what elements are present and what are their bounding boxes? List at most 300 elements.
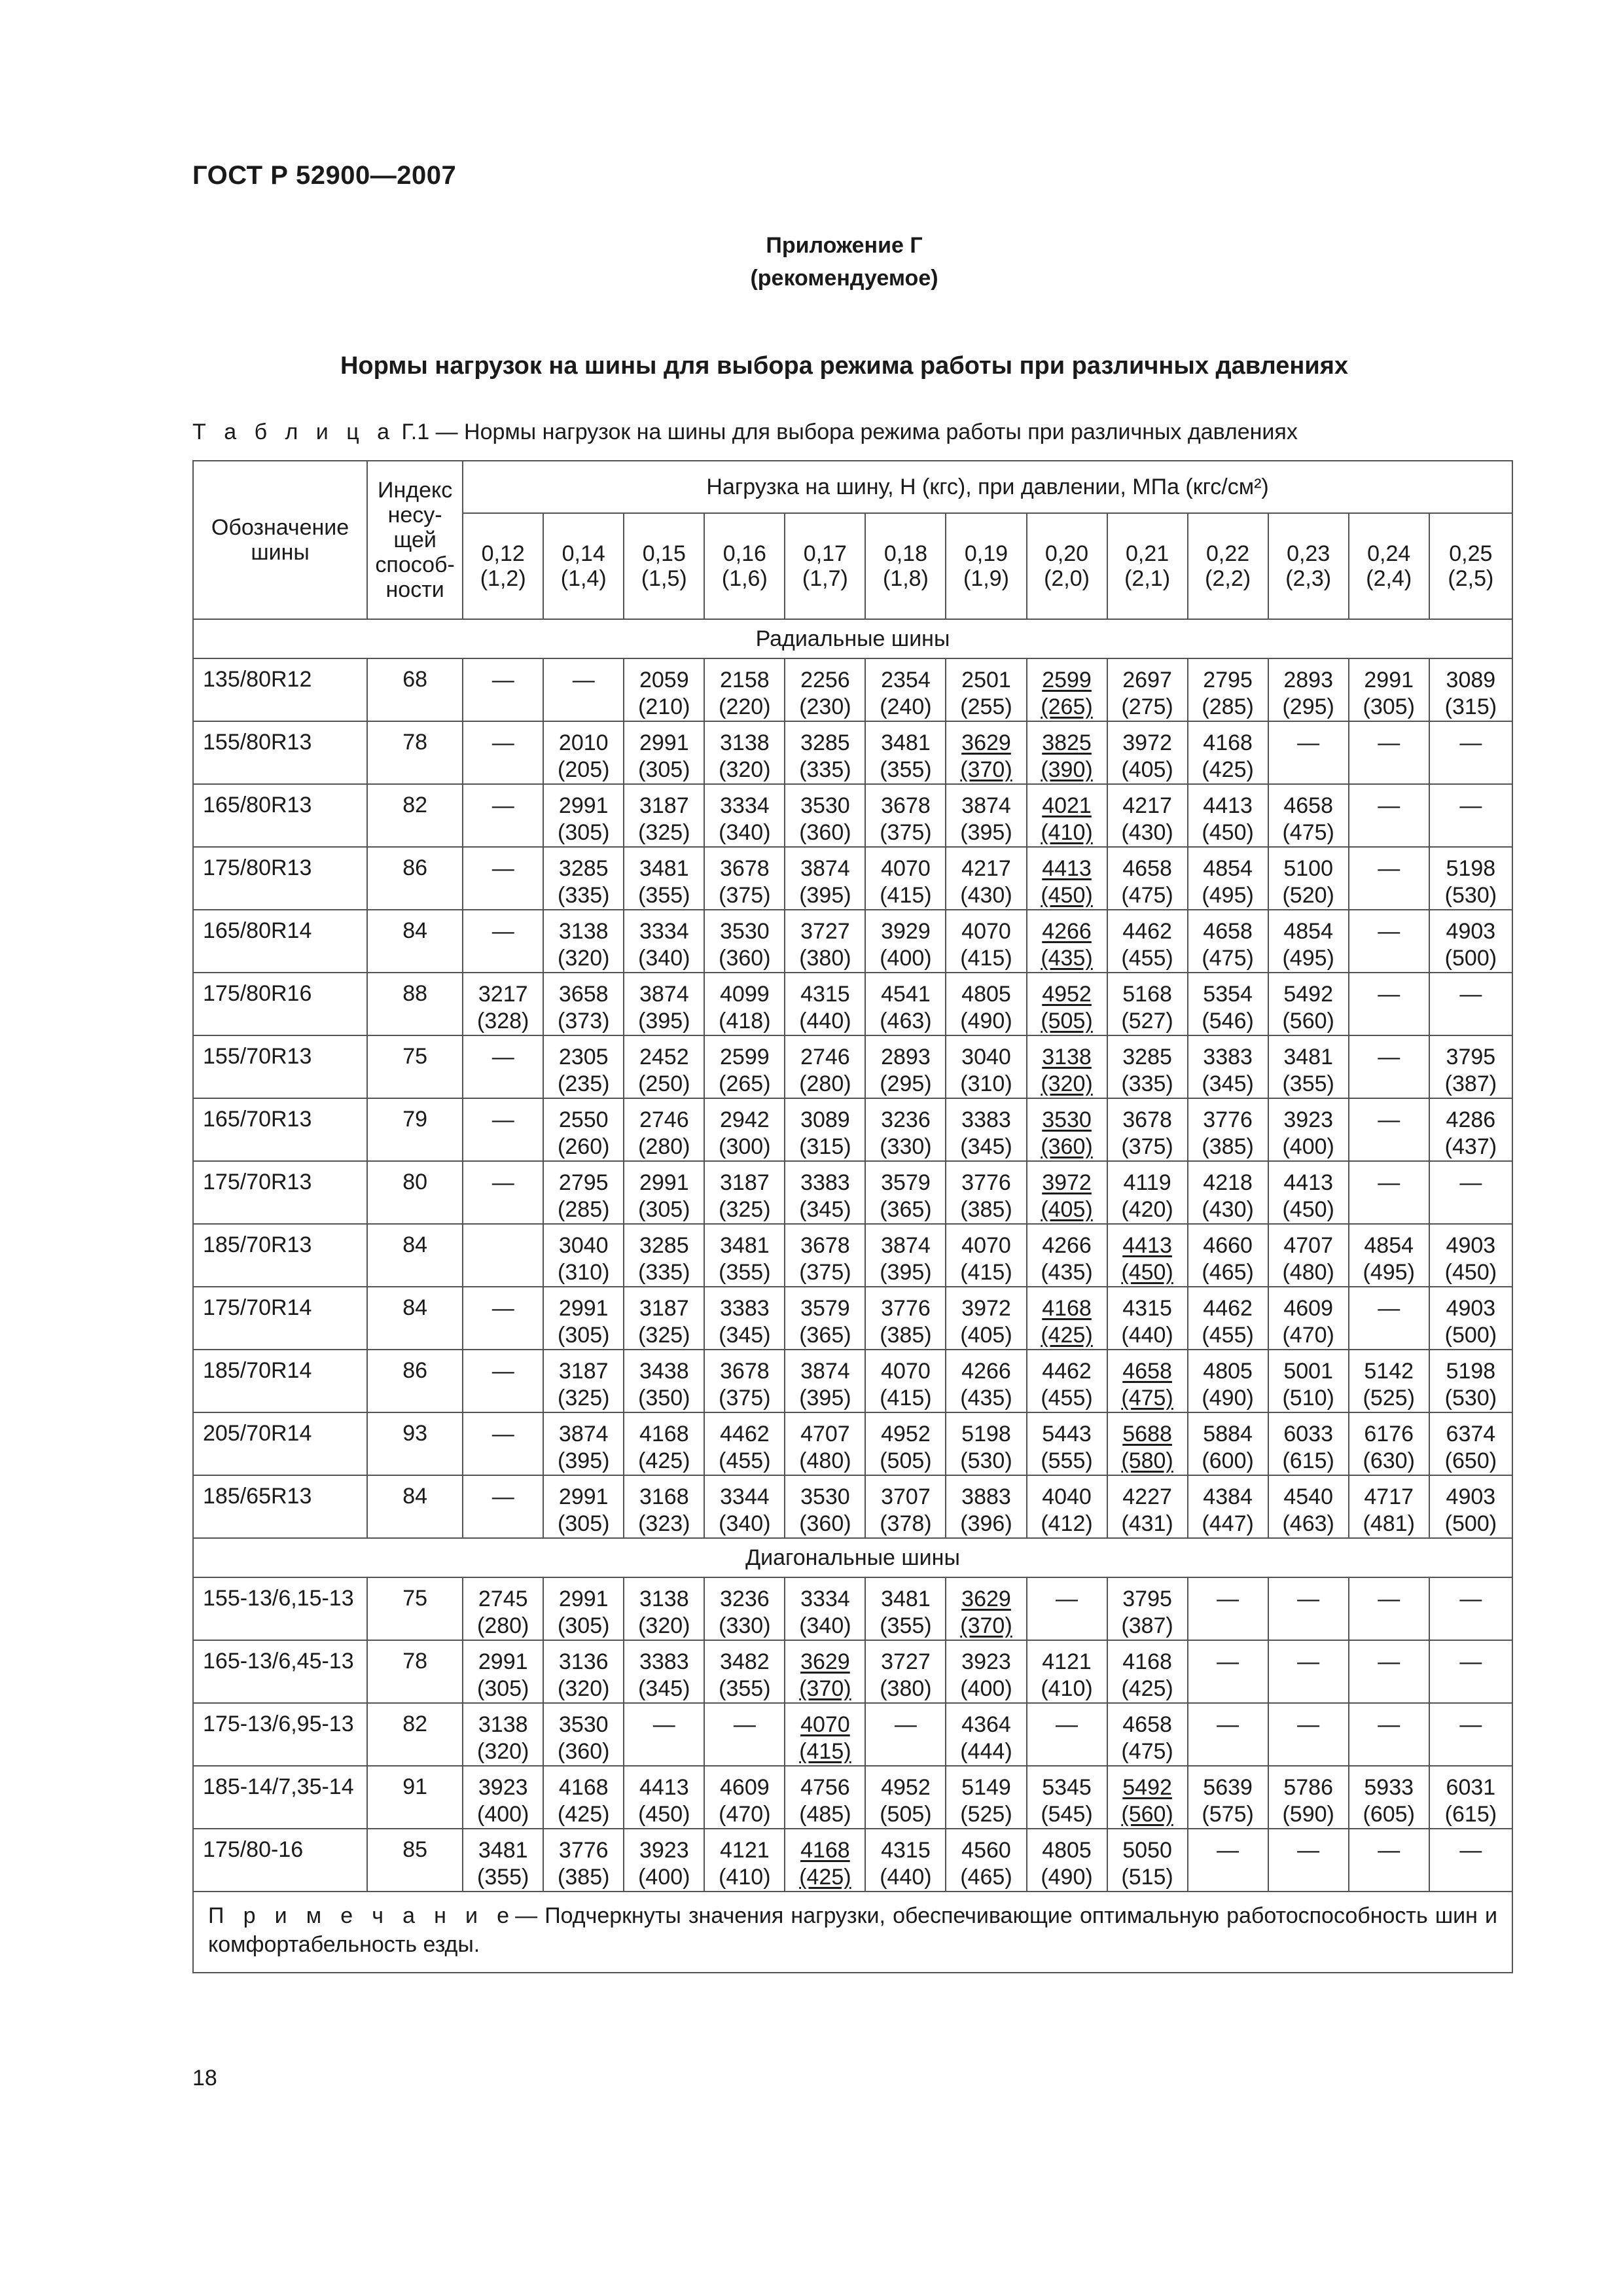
load-newton: 3334 <box>720 793 770 818</box>
load-value-cell <box>1429 973 1512 1035</box>
load-kgf: (370) <box>799 1676 851 1701</box>
load-value-cell <box>1429 1350 1512 1412</box>
load-value-cell <box>1429 1829 1512 1892</box>
load-value-cell <box>1188 1287 1268 1350</box>
load-newton: — <box>1297 1838 1320 1863</box>
tire-designation: 185/70R13 <box>193 1224 367 1287</box>
load-kgf: (555) <box>1041 1448 1093 1473</box>
load-kgf: (425) <box>638 1448 690 1473</box>
header-pressure <box>1027 513 1107 619</box>
load-newton: 4413 <box>639 1775 689 1800</box>
load-kgf: (575) <box>1202 1802 1254 1827</box>
load-kgf: (425) <box>558 1802 610 1827</box>
load-value-cell <box>1027 1640 1107 1703</box>
table-row <box>193 1766 1512 1829</box>
load-kgf: (546) <box>1202 1009 1254 1033</box>
load-newton: 5492 <box>1122 1775 1172 1800</box>
load-kgf: (395) <box>638 1009 690 1033</box>
load-value-cell <box>1107 1161 1188 1224</box>
load-newton: 5354 <box>1203 982 1253 1007</box>
load-value-cell <box>1349 1412 1429 1475</box>
load-kgf: (340) <box>719 820 771 845</box>
load-value-cell <box>704 1350 785 1412</box>
load-newton: 3383 <box>800 1170 850 1195</box>
load-value-cell <box>946 1829 1026 1892</box>
pressure-mpa: 0,20 <box>1044 541 1089 566</box>
load-newton: — <box>1459 1649 1482 1674</box>
load-newton: 5688 <box>1122 1422 1172 1446</box>
load-value-cell <box>463 1766 543 1829</box>
load-value-cell <box>1107 1766 1188 1829</box>
header-pressure <box>785 513 865 619</box>
load-value-cell <box>946 1350 1026 1412</box>
load-newton: — <box>572 668 595 692</box>
load-index: 85 <box>367 1829 463 1892</box>
load-newton: 2746 <box>800 1045 850 1069</box>
load-value-cell <box>624 1287 704 1350</box>
load-value-cell <box>946 973 1026 1035</box>
load-kgf: (480) <box>799 1448 851 1473</box>
load-newton: 4756 <box>800 1775 850 1800</box>
load-newton: 4040 <box>1042 1484 1092 1509</box>
load-kgf: (360) <box>799 1511 851 1536</box>
load-value-cell <box>1107 784 1188 847</box>
load-value-cell <box>946 1640 1026 1703</box>
load-value-cell <box>624 1577 704 1640</box>
load-kgf: (410) <box>719 1865 771 1890</box>
load-value-cell <box>624 1640 704 1703</box>
load-newton: 3530 <box>1042 1107 1092 1132</box>
load-value-cell <box>1188 1224 1268 1287</box>
load-newton: 3138 <box>478 1712 528 1737</box>
load-value-cell <box>865 721 946 784</box>
load-kgf: (405) <box>960 1323 1012 1348</box>
load-newton: 3874 <box>881 1233 931 1258</box>
load-newton: — <box>1378 1107 1400 1132</box>
load-newton: 4364 <box>961 1712 1011 1737</box>
load-value-cell <box>463 847 543 910</box>
load-value-cell <box>704 1577 785 1640</box>
load-kgf: (560) <box>1282 1009 1334 1033</box>
load-newton: 4903 <box>1446 919 1496 944</box>
load-newton: 4070 <box>881 856 931 881</box>
load-newton: — <box>1378 1587 1400 1611</box>
pressure-kgf: (1,6) <box>721 566 768 591</box>
section-row <box>193 1538 1512 1577</box>
load-value-cell <box>704 1475 785 1538</box>
load-kgf: (335) <box>1121 1071 1173 1096</box>
load-newton: 3776 <box>1203 1107 1253 1132</box>
load-newton: 2452 <box>639 1045 689 1069</box>
load-newton: — <box>1297 1712 1320 1737</box>
table-row <box>193 973 1512 1035</box>
load-newton: 3629 <box>800 1649 850 1674</box>
load-value-cell <box>624 1703 704 1766</box>
load-value-cell <box>1107 1035 1188 1098</box>
load-newton: 4315 <box>881 1838 931 1863</box>
load-newton: 4660 <box>1203 1233 1253 1258</box>
load-kgf: (205) <box>558 757 610 782</box>
tire-designation: 155/80R13 <box>193 721 367 784</box>
load-newton: 4266 <box>1042 919 1092 944</box>
load-newton: 4805 <box>1203 1359 1253 1384</box>
load-value-cell <box>785 1703 865 1766</box>
load-kgf: (615) <box>1444 1802 1497 1827</box>
load-kgf: (450) <box>1202 820 1254 845</box>
header-load-index: Индекс несу-щей способ-ности <box>367 461 463 619</box>
load-value-cell <box>1268 1161 1349 1224</box>
load-kgf: (490) <box>1041 1865 1093 1890</box>
load-newton: 5198 <box>961 1422 1011 1446</box>
load-newton: 3187 <box>720 1170 770 1195</box>
load-kgf: (335) <box>799 757 851 782</box>
load-kgf: (310) <box>558 1260 610 1285</box>
table-row <box>193 1703 1512 1766</box>
load-value-cell <box>1349 1829 1429 1892</box>
load-kgf: (440) <box>880 1865 932 1890</box>
load-kgf: (335) <box>638 1260 690 1285</box>
load-kgf: (380) <box>799 946 851 971</box>
load-value-cell <box>785 1224 865 1287</box>
load-value-cell <box>1349 784 1429 847</box>
load-newton: 3285 <box>800 730 850 755</box>
pressure-mpa: 0,22 <box>1206 541 1250 566</box>
pressure-mpa: 0,23 <box>1287 541 1330 566</box>
load-newton: 4121 <box>720 1838 770 1863</box>
load-newton: 5100 <box>1283 856 1333 881</box>
load-kgf: (437) <box>1444 1134 1497 1159</box>
load-newton: 5168 <box>1122 982 1172 1007</box>
load-newton: 4227 <box>1122 1484 1172 1509</box>
pressure-kgf: (2,4) <box>1366 566 1412 591</box>
load-kgf: (520) <box>1282 883 1334 908</box>
load-kgf: (330) <box>719 1613 771 1638</box>
load-kgf: (395) <box>799 1386 851 1410</box>
load-newton: 4952 <box>1042 982 1092 1007</box>
load-newton: 3136 <box>558 1649 609 1674</box>
load-value-cell <box>704 1224 785 1287</box>
load-value-cell <box>946 1287 1026 1350</box>
load-newton: 6176 <box>1364 1422 1414 1446</box>
pressure-kgf: (2,3) <box>1285 566 1332 591</box>
appendix-heading <box>0 229 1623 295</box>
load-value-cell <box>865 847 946 910</box>
load-newton: 2599 <box>1042 668 1092 692</box>
load-kgf: (255) <box>960 694 1012 719</box>
load-value-cell <box>1429 1475 1512 1538</box>
load-kgf: (375) <box>719 883 771 908</box>
load-newton: 3138 <box>558 919 609 944</box>
load-value-cell <box>704 910 785 973</box>
table-label: Т а б л и ц а <box>192 420 396 444</box>
load-kgf: (455) <box>719 1448 771 1473</box>
load-newton: 3481 <box>881 1587 931 1611</box>
load-kgf: (440) <box>1121 1323 1173 1348</box>
load-value-cell <box>1268 1829 1349 1892</box>
load-newton: 3874 <box>639 982 689 1007</box>
load-kgf: (320) <box>638 1613 690 1638</box>
load-value-cell <box>624 1350 704 1412</box>
load-newton: 3481 <box>639 856 689 881</box>
main-title: Нормы нагрузок на шины для выбора режима работы при различных давлениях <box>340 352 1349 380</box>
load-value-cell <box>1429 847 1512 910</box>
load-kgf: (395) <box>799 883 851 908</box>
load-newton: — <box>1297 1587 1320 1611</box>
load-newton: 3707 <box>881 1484 931 1509</box>
load-newton: 4560 <box>961 1838 1011 1863</box>
load-newton: 4286 <box>1446 1107 1496 1132</box>
load-kgf: (425) <box>1121 1676 1173 1701</box>
load-index: 82 <box>367 784 463 847</box>
load-newton: — <box>1378 982 1400 1007</box>
load-kgf: (600) <box>1202 1448 1254 1473</box>
load-value-cell <box>1188 784 1268 847</box>
load-newton: 4070 <box>961 1233 1011 1258</box>
load-newton: 3285 <box>558 856 609 881</box>
load-value-cell <box>946 1577 1026 1640</box>
pressure-mpa: 0,19 <box>964 541 1008 566</box>
load-value-cell <box>1268 1350 1349 1412</box>
note-text: — Подчеркнуты значения нагрузки, обеспечивающие оптимальную работоспособность шин и комфортабельность езды. <box>208 1903 1497 1957</box>
load-kgf: (260) <box>558 1134 610 1159</box>
load-value-cell <box>543 1161 624 1224</box>
load-newton: 3138 <box>639 1587 689 1611</box>
load-newton: 4168 <box>558 1775 609 1800</box>
load-kgf: (475) <box>1121 1386 1173 1410</box>
load-kgf: (280) <box>638 1134 690 1159</box>
load-newton: 4854 <box>1283 919 1333 944</box>
load-value-cell <box>1349 1098 1429 1161</box>
load-kgf: (320) <box>1041 1071 1093 1096</box>
load-newton: 6031 <box>1446 1775 1496 1800</box>
load-kgf: (463) <box>880 1009 932 1033</box>
appendix-status: (рекомендуемое) <box>750 266 938 291</box>
pressure-mpa: 0,17 <box>803 541 847 566</box>
load-kgf: (280) <box>799 1071 851 1096</box>
load-newton: 3285 <box>639 1233 689 1258</box>
load-kgf: (355) <box>1282 1071 1334 1096</box>
load-newton: — <box>491 1359 514 1384</box>
load-value-cell <box>1349 1475 1429 1538</box>
load-value-cell <box>1429 1224 1512 1287</box>
load-index: 79 <box>367 1098 463 1161</box>
load-kgf: (355) <box>880 757 932 782</box>
load-value-cell <box>543 847 624 910</box>
load-newton: — <box>1459 1170 1482 1195</box>
load-newton: 3579 <box>800 1296 850 1321</box>
load-value-cell <box>1027 847 1107 910</box>
load-kgf: (395) <box>960 820 1012 845</box>
load-newton: 3187 <box>639 1296 689 1321</box>
pressure-kgf: (2,0) <box>1044 566 1090 591</box>
load-value-cell <box>624 1412 704 1475</box>
load-value-cell <box>704 1161 785 1224</box>
table-row <box>193 658 1512 721</box>
load-value-cell <box>1107 1703 1188 1766</box>
load-newton: 3678 <box>881 793 931 818</box>
load-kgf: (305) <box>477 1676 529 1701</box>
load-newton: — <box>1056 1587 1079 1611</box>
load-value-cell <box>1107 1412 1188 1475</box>
load-newton: 4070 <box>961 919 1011 944</box>
pressure-kgf: (1,5) <box>641 566 687 591</box>
load-value-cell <box>463 1098 543 1161</box>
load-value-cell <box>785 1829 865 1892</box>
load-kgf: (415) <box>960 946 1012 971</box>
load-value-cell <box>1349 1224 1429 1287</box>
load-newton: 3795 <box>1122 1587 1172 1611</box>
table-row <box>193 1577 1512 1640</box>
load-newton: 3168 <box>639 1484 689 1509</box>
load-newton: — <box>491 1170 514 1195</box>
load-newton: 3481 <box>881 730 931 755</box>
load-kgf: (470) <box>1282 1323 1334 1348</box>
tire-designation: 205/70R14 <box>193 1412 367 1475</box>
load-kgf: (444) <box>960 1739 1012 1764</box>
load-newton: — <box>1056 1712 1079 1737</box>
load-kgf: (455) <box>1041 1386 1093 1410</box>
load-newton: 4658 <box>1203 919 1253 944</box>
load-kgf: (400) <box>477 1802 529 1827</box>
load-value-cell <box>946 721 1026 784</box>
load-kgf: (325) <box>558 1386 610 1410</box>
load-newton: 4413 <box>1283 1170 1333 1195</box>
table-row <box>193 1412 1512 1475</box>
load-newton: 2991 <box>558 793 609 818</box>
load-newton: 3187 <box>639 793 689 818</box>
load-value-cell <box>1429 1766 1512 1829</box>
load-kgf: (320) <box>558 1676 610 1701</box>
load-newton: 3579 <box>881 1170 931 1195</box>
load-kgf: (580) <box>1121 1448 1173 1473</box>
load-value-cell <box>1107 1350 1188 1412</box>
load-kgf: (365) <box>799 1323 851 1348</box>
load-kgf: (515) <box>1121 1865 1173 1890</box>
load-newton: 4070 <box>800 1712 850 1737</box>
table-note <box>193 1892 1512 1973</box>
load-value-cell <box>1107 910 1188 973</box>
load-value-cell <box>865 784 946 847</box>
load-value-cell <box>1027 1412 1107 1475</box>
load-value-cell <box>1349 1766 1429 1829</box>
load-newton: 4099 <box>720 982 770 1007</box>
load-newton: 5345 <box>1042 1775 1092 1800</box>
load-newton: 3727 <box>881 1649 931 1674</box>
load-value-cell <box>946 1766 1026 1829</box>
load-value-cell <box>624 1224 704 1287</box>
load-newton: 6033 <box>1283 1422 1333 1446</box>
load-value-cell <box>865 1350 946 1412</box>
load-kgf: (345) <box>960 1134 1012 1159</box>
load-value-cell <box>1268 1098 1349 1161</box>
load-newton: — <box>491 730 514 755</box>
load-newton: 3383 <box>639 1649 689 1674</box>
load-kgf: (415) <box>799 1739 851 1764</box>
load-value-cell <box>624 1098 704 1161</box>
load-value-cell <box>785 1287 865 1350</box>
load-newton: 2550 <box>558 1107 609 1132</box>
tire-designation: 165/80R13 <box>193 784 367 847</box>
load-kgf: (295) <box>880 1071 932 1096</box>
load-newton: — <box>1297 1649 1320 1674</box>
load-newton: 3972 <box>1042 1170 1092 1195</box>
load-kgf: (447) <box>1202 1511 1254 1536</box>
load-newton: — <box>1459 982 1482 1007</box>
load-value-cell <box>785 658 865 721</box>
load-value-cell <box>1188 973 1268 1035</box>
load-value-cell <box>1429 1703 1512 1766</box>
tire-designation: 135/80R12 <box>193 658 367 721</box>
load-value-cell <box>865 1161 946 1224</box>
load-newton: 4952 <box>881 1775 931 1800</box>
load-value-cell <box>1027 1766 1107 1829</box>
load-value-cell <box>543 1577 624 1640</box>
pressure-kgf: (2,1) <box>1124 566 1171 591</box>
load-newton: 3217 <box>478 982 528 1007</box>
load-newton: — <box>491 793 514 818</box>
load-kgf: (400) <box>880 946 932 971</box>
load-value-cell <box>463 1475 543 1538</box>
load-value-cell <box>463 721 543 784</box>
load-newton: 3040 <box>558 1233 609 1258</box>
load-kgf: (355) <box>880 1613 932 1638</box>
header-pressure <box>1188 513 1268 619</box>
load-kgf: (355) <box>719 1260 771 1285</box>
load-value-cell <box>1107 1098 1188 1161</box>
load-newton: 4168 <box>639 1422 689 1446</box>
load-newton: 4707 <box>800 1422 850 1446</box>
load-kgf: (527) <box>1121 1009 1173 1033</box>
load-kgf: (450) <box>1041 883 1093 908</box>
load-newton: — <box>1217 1587 1240 1611</box>
load-value-cell <box>1268 658 1349 721</box>
load-value-cell <box>463 1577 543 1640</box>
load-newton: 4952 <box>881 1422 931 1446</box>
load-value-cell <box>624 910 704 973</box>
load-norms-table <box>192 460 1513 1973</box>
load-value-cell <box>624 1035 704 1098</box>
tire-designation: 175/70R14 <box>193 1287 367 1350</box>
load-kgf: (425) <box>1041 1323 1093 1348</box>
load-kgf: (305) <box>558 1511 610 1536</box>
table-row <box>193 1350 1512 1412</box>
load-value-cell <box>946 1475 1026 1538</box>
load-kgf: (360) <box>1041 1134 1093 1159</box>
load-kgf: (475) <box>1121 1739 1173 1764</box>
load-value-cell <box>543 721 624 784</box>
load-value-cell <box>543 1098 624 1161</box>
table-caption-text: — Нормы нагрузок на шины для выбора режима работы при различных давлениях <box>435 420 1298 444</box>
load-value-cell <box>1349 1640 1429 1703</box>
tire-designation: 165-13/6,45-13 <box>193 1640 367 1703</box>
load-value-cell <box>543 973 624 1035</box>
load-value-cell <box>1188 910 1268 973</box>
load-newton: 3089 <box>800 1107 850 1132</box>
load-value-cell <box>1429 658 1512 721</box>
load-value-cell <box>1268 1475 1349 1538</box>
load-newton: 3629 <box>961 1587 1011 1611</box>
load-kgf: (325) <box>638 1323 690 1348</box>
load-value-cell <box>543 1766 624 1829</box>
load-value-cell <box>865 910 946 973</box>
load-kgf: (410) <box>1041 1676 1093 1701</box>
load-newton: 3344 <box>720 1484 770 1509</box>
load-value-cell <box>1188 1766 1268 1829</box>
load-newton: 3334 <box>639 919 689 944</box>
load-value-cell <box>463 1161 543 1224</box>
load-newton: — <box>491 1296 514 1321</box>
load-value-cell <box>1188 658 1268 721</box>
